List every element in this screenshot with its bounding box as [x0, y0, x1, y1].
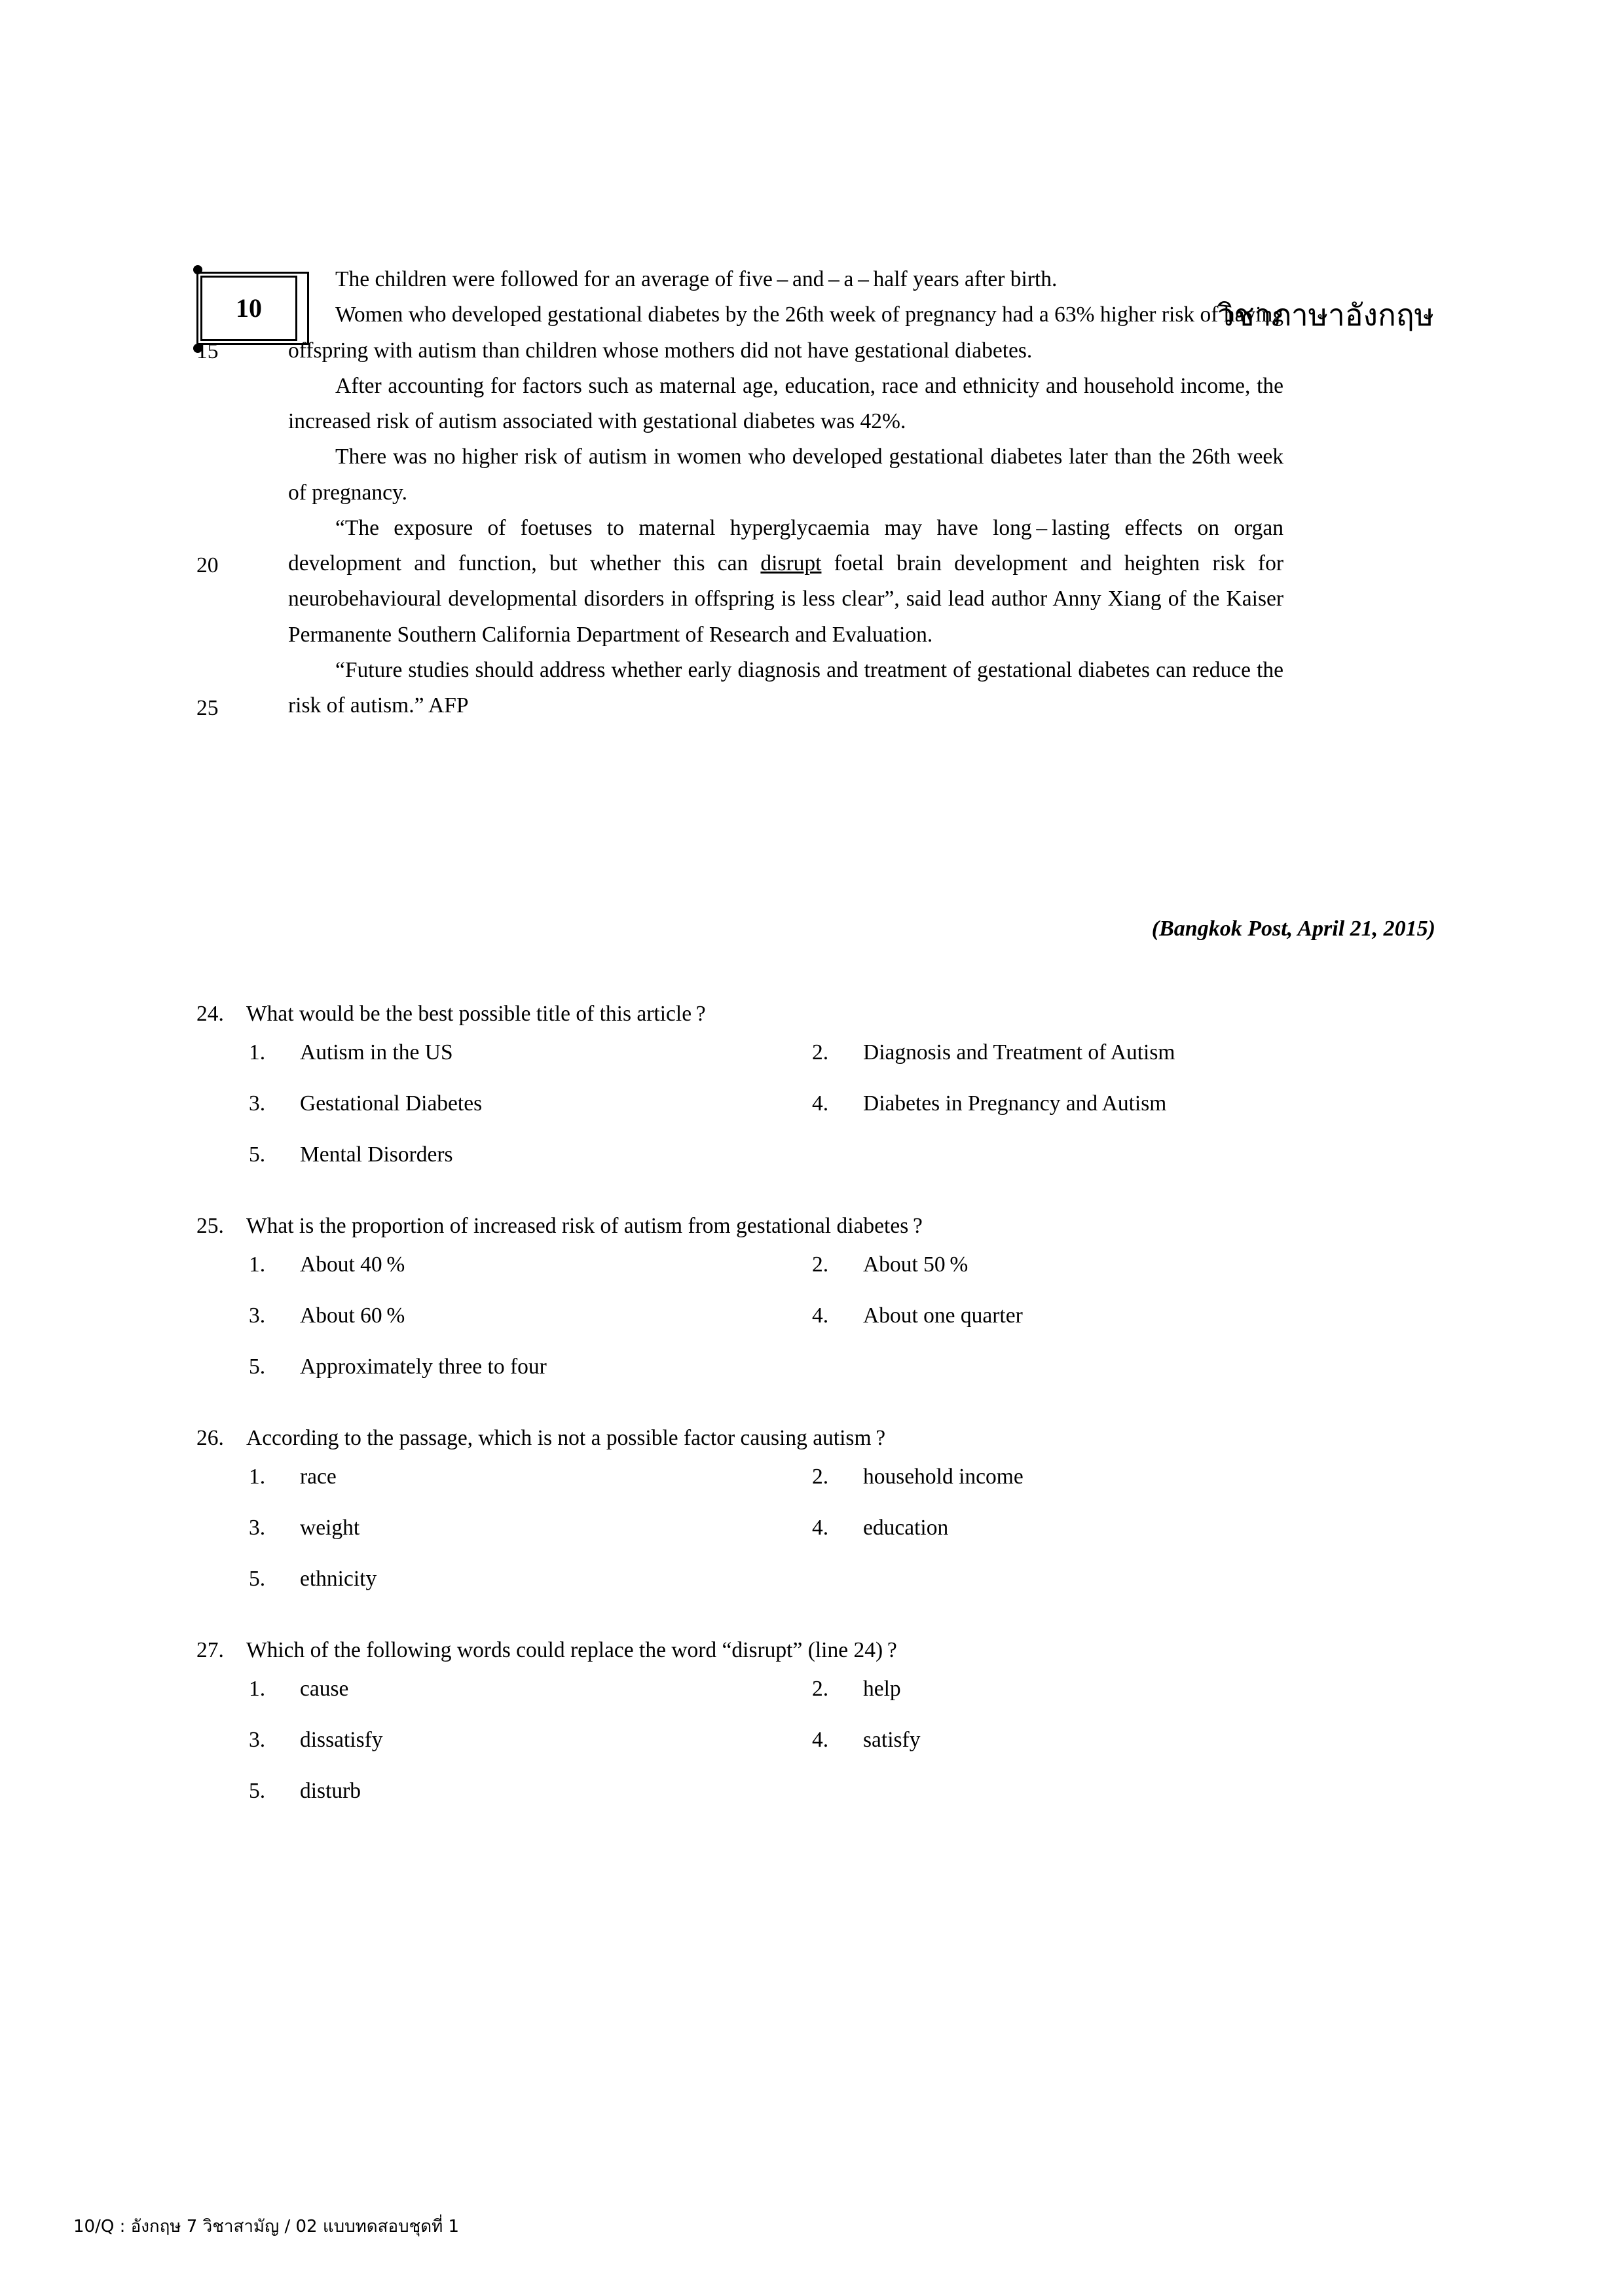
- choice-24-1-label: Autism in the US: [300, 1040, 453, 1065]
- subject-title: วิชาภาษาอังกฤษ: [1217, 297, 1434, 333]
- choice-27-5-number: 5.: [249, 1779, 266, 1803]
- passage-paragraph-4: There was no higher risk of autism in women who developed gestational diabetes later than the 26th week of pregnancy.: [288, 445, 1283, 505]
- choice-27-1-label: cause: [300, 1677, 349, 1701]
- choice-27-4-label: satisfy: [863, 1728, 921, 1752]
- choice-27-4-number: 4.: [812, 1728, 829, 1752]
- choice-24-3[interactable]: [249, 1091, 482, 1116]
- choice-25-4-number: 4.: [812, 1303, 829, 1328]
- question-26-stem: [0, 1423, 1624, 1455]
- passage-quote-part-b: foetal brain development and heighten risk for neurobehavioural developmental disorders in offspring is less clear”, said lead author Anny Xiang of the Kaiser Permanente Southern California Department of Research and Evaluation.: [288, 551, 1283, 647]
- passage-paragraph-1: The children were followed for an average of five – and – a – half years after birth.: [335, 267, 1058, 291]
- choice-25-5[interactable]: [249, 1355, 547, 1379]
- choice-24-2-number: 2.: [812, 1040, 829, 1065]
- question-26-text: According to the passage, which is not a possible factor causing autism ?: [246, 1426, 886, 1450]
- choice-24-2-label: Diagnosis and Treatment of Autism: [863, 1040, 1175, 1065]
- choice-26-2-number: 2.: [812, 1465, 829, 1489]
- choice-25-5-label: Approximately three to four: [300, 1355, 547, 1379]
- question-24-text: What would be the best possible title of this article ?: [246, 1002, 706, 1026]
- choice-24-2[interactable]: [812, 1040, 1175, 1065]
- choice-26-1[interactable]: [249, 1465, 337, 1489]
- choice-24-3-label: Gestational Diabetes: [300, 1091, 483, 1116]
- question-block-24: [0, 998, 1624, 1194]
- choice-25-5-number: 5.: [249, 1355, 266, 1379]
- passage-paragraph-5: [288, 511, 1283, 653]
- question-25-number: 25.: [196, 1214, 224, 1238]
- choice-24-1[interactable]: [249, 1040, 453, 1065]
- question-26-number: 26.: [196, 1426, 224, 1450]
- choice-27-1-number: 1.: [249, 1677, 266, 1701]
- choice-26-2-label: household income: [863, 1465, 1024, 1489]
- choice-25-1-number: 1.: [249, 1252, 266, 1277]
- page-footer: 10/Q : อังกฤษ 7 วิชาสามัญ / 02 แบบทดสอบชุดที่ 1: [73, 2217, 460, 2236]
- choice-26-4-label: education: [863, 1516, 949, 1540]
- choice-25-2-number: 2.: [812, 1252, 829, 1277]
- choice-24-3-number: 3.: [249, 1091, 266, 1116]
- choice-26-3-number: 3.: [249, 1516, 266, 1540]
- question-24-choices: [0, 1040, 1624, 1194]
- question-block-26: [0, 1423, 1624, 1618]
- choice-25-3-label: About 60 %: [300, 1303, 405, 1328]
- choice-26-3-label: weight: [300, 1516, 360, 1540]
- choice-26-5-number: 5.: [249, 1567, 266, 1591]
- question-27-number: 27.: [196, 1638, 224, 1662]
- choice-25-2[interactable]: [812, 1252, 968, 1277]
- choice-26-1-label: race: [300, 1465, 337, 1489]
- choice-24-5-number: 5.: [249, 1142, 266, 1167]
- choice-26-5-label: ethnicity: [300, 1567, 377, 1591]
- choice-26-4[interactable]: [812, 1516, 948, 1540]
- choice-24-4[interactable]: [812, 1091, 1166, 1116]
- line-number-20: 20: [196, 553, 219, 577]
- question-24-number: 24.: [196, 1002, 224, 1026]
- choice-27-4[interactable]: [812, 1728, 920, 1753]
- question-26-choices: [0, 1465, 1624, 1618]
- choice-26-1-number: 1.: [249, 1465, 266, 1489]
- choice-27-2-number: 2.: [812, 1677, 829, 1701]
- question-27-choices: [0, 1677, 1624, 1830]
- choice-26-4-number: 4.: [812, 1516, 829, 1540]
- choice-27-2[interactable]: [812, 1677, 901, 1702]
- question-25-stem: [0, 1211, 1624, 1243]
- page-number-value: 10: [236, 293, 262, 323]
- choice-26-2[interactable]: [812, 1465, 1024, 1489]
- choice-24-5[interactable]: [249, 1142, 453, 1167]
- choice-27-1[interactable]: [249, 1677, 348, 1702]
- question-25-text: What is the proportion of increased risk of autism from gestational diabetes ?: [246, 1214, 923, 1238]
- question-24-stem: [0, 998, 1624, 1031]
- question-27-text: Which of the following words could replace the word “disrupt” (line 24) ?: [246, 1638, 897, 1662]
- choice-26-3[interactable]: [249, 1516, 360, 1540]
- choice-24-4-number: 4.: [812, 1091, 829, 1116]
- choice-27-5-label: disturb: [300, 1779, 361, 1803]
- choice-27-3-number: 3.: [249, 1728, 266, 1752]
- question-27-stem: [0, 1635, 1624, 1667]
- choice-25-3-number: 3.: [249, 1303, 266, 1328]
- choice-27-2-label: help: [863, 1677, 901, 1701]
- choice-25-1[interactable]: [249, 1252, 405, 1277]
- choice-27-5[interactable]: [249, 1779, 361, 1804]
- reading-passage: [288, 262, 1283, 723]
- question-25-choices: [0, 1252, 1624, 1406]
- choice-24-5-label: Mental Disorders: [300, 1142, 453, 1167]
- question-block-27: [0, 1635, 1624, 1830]
- passage-paragraph-3: After accounting for factors such as maternal age, education, race and ethnicity and household income, the increased risk of autism associated with gestational diabetes was 42%.: [288, 373, 1283, 434]
- choice-24-4-label: Diabetes in Pregnancy and Autism: [863, 1091, 1167, 1116]
- passage-paragraph-2: Women who developed gestational diabetes by the 26th week of pregnancy had a 63% higher risk of having offspring with autism than children whose mothers did not have gestational diabetes.: [288, 302, 1283, 363]
- question-list: [0, 998, 1624, 1847]
- line-number-15: 15: [196, 339, 219, 363]
- passage-quote-part-a: “The exposure of foetuses to maternal hyperglycaemia may have long – lasting effects on organ development and function, but whether this can: [288, 515, 1283, 576]
- line-number-25: 25: [196, 696, 219, 720]
- choice-25-4[interactable]: [812, 1303, 1023, 1328]
- choice-25-4-label: About one quarter: [863, 1303, 1023, 1328]
- choice-25-3[interactable]: [249, 1303, 405, 1328]
- choice-27-3-label: dissatisfy: [300, 1728, 383, 1752]
- question-block-25: [0, 1211, 1624, 1406]
- choice-25-1-label: About 40 %: [300, 1252, 405, 1277]
- choice-24-1-number: 1.: [249, 1040, 266, 1065]
- passage-paragraph-6: “Future studies should address whether early diagnosis and treatment of gestational diabetes can reduce the risk of autism.” AFP: [288, 657, 1283, 718]
- passage-source-citation: (Bangkok Post, April 21, 2015): [1151, 917, 1435, 941]
- passage-underlined-word: disrupt: [760, 551, 822, 576]
- choice-27-3[interactable]: [249, 1728, 383, 1753]
- choice-25-2-label: About 50 %: [863, 1252, 969, 1277]
- choice-26-5[interactable]: [249, 1567, 377, 1592]
